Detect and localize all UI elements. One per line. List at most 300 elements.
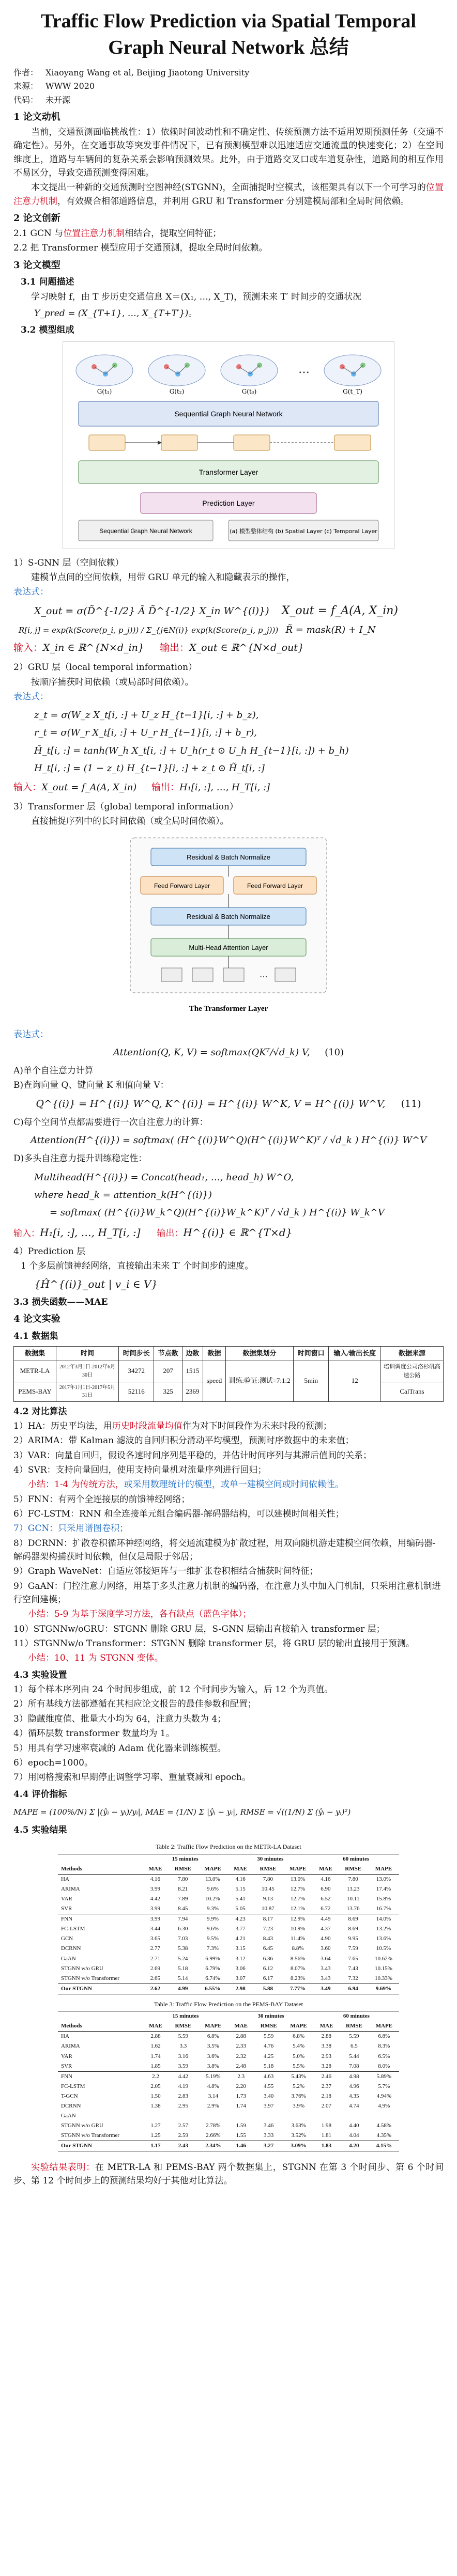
table-cell: 1.74 [150,2053,161,2059]
table-cell: 5.18 [178,1965,188,1972]
dataset-col-header: 数据集划分 [225,1347,293,1361]
table-cell: 3.52% [291,2132,306,2138]
table-cell: 6.55% [197,1984,227,1994]
table-cell: 2.69 [150,1965,160,1972]
loss-heading: 3.3 损失函数——MAE [13,1297,108,1307]
gru-eq-z: z_t = σ(W_z X_t[i, :] + U_z H_{t−1}[i, :] + b_z), [34,710,259,721]
summary-2: 小结：5-9 为基于深度学习方法，各有缺点（蓝色字体）； [28,1609,252,1620]
baseline-4: 4）SVR：支持向量回归，使用支持向量机对流量序列进行回归； [13,1464,267,1475]
svg-text:…: … [260,969,268,979]
meta-value: WWW 2020 [45,81,95,91]
residual-label-top: Residual & Batch Normalize [187,853,270,861]
table-cell: 4.15% [369,2141,399,2151]
table-cell: 207 [154,1361,182,1382]
table-cell: 2.43 [169,2141,198,2151]
table-cell: 4.8% [207,2083,219,2089]
table-cell: 2.88 [321,2033,332,2040]
table-cell: 4.23 [235,1916,246,1923]
table3-horizon: 60 minutes [314,2011,399,2022]
table-cell: 4.96 [349,2083,359,2089]
table-row [58,2101,399,2111]
summary-note: 或采用数理统计的模型，或单一建模空间或时间依赖性。 [124,1479,344,1490]
table-row [58,2071,399,2082]
table-cell: 3.99 [150,1886,160,1893]
table-cell: 16.7% [376,1906,391,1912]
output-eq: X_out ∈ ℝ^{N×d_out} [189,642,304,653]
table-cell: 1.85 [150,2063,161,2069]
table-row [58,1974,399,1984]
qkv-eq-body: Q^{(i)} = H^{(i)} W^Q, K^{(i)} = H^{(i)} W^K, V = H^{(i)} W^V, [36,1098,386,1110]
sgnn-eq-2 [19,623,444,637]
table-cell: 2012年3月1日-2012年6月30日 [56,1361,119,1382]
table-cell: 9.13 [263,1896,273,1902]
table3-caption: Table 3: Traffic Flow Prediction on the PEMS-BAY Dataset [154,2000,303,2008]
table-cell: 13.0% [376,1876,391,1883]
table3-horizon: 15 minutes [143,2011,228,2022]
table-cell: FC-LSTM [61,1926,85,1932]
sgnn-body: 建模节点间的空间依赖，用带 GRU 单元的输入和隐藏表示的操作， [31,572,295,583]
transformer-diagram [84,833,373,1024]
summary-3: 小结：10、11 为 STGNN 变体。 [28,1653,163,1664]
table-cell: 7.59 [348,1945,358,1952]
table-cell: 5.59 [264,2033,274,2040]
table-row [58,1884,399,1894]
table-cell: 2.98 [227,1984,253,1994]
table-cell: 325 [154,1382,182,1401]
table-cell: 4.76 [264,2043,274,2050]
table-cell: 4.42 [178,2073,189,2080]
table-cell: 5.14 [178,1975,188,1981]
table-cell: 10.5% [376,1945,391,1952]
table-cell: 9.3% [206,1906,219,1912]
subsection-4-5: 4.5 实验结果 [13,1825,67,1836]
input-label: 输入： [13,642,43,653]
table-cell: 2.71 [150,1955,160,1962]
table-cell [339,2111,369,2121]
table-cell: 52116 [119,1382,154,1401]
table-cell: 3.99 [150,1916,160,1923]
gru-eq-h: H_t[i, :] = (1 − z_t) H_{t−1}[i, :] + z_t ⊙ H̃_t[i, :] [34,762,265,774]
table-cell: 4.42 [150,1896,160,1902]
table-cell: 3.77 [235,1926,246,1932]
g-label-4: G(t_T) [343,387,362,395]
table-cell: 2.88 [236,2033,246,2040]
table-cell: 3.33 [264,2132,274,2138]
table-cell: 3.99 [150,1906,160,1912]
output-label: 输出： [160,642,190,653]
subsection-3-1: 3.1 问题描述 [21,277,74,288]
table-cell: 6.12 [263,1965,273,1972]
table-row [14,1361,444,1382]
table2-horizon-row [58,1854,399,1865]
setting-4: 4）循环层数 transformer 数量均为 1。 [13,1728,175,1739]
table-cell: 3.8% [207,2063,219,2069]
table-cell: 7.23 [263,1926,273,1932]
table-cell: 2.32 [236,2053,246,2059]
table-cell: 12.7% [290,1896,306,1902]
mha-label: Multi-Head Attention Layer [189,943,268,951]
baseline-text: 1）HA：历史平均法，用 [13,1420,112,1431]
attention-equation [13,1045,444,1060]
output-label: 输出： [157,1228,184,1239]
table-cell: 4.74 [349,2102,359,2109]
table-cell: VAR [61,1896,72,1902]
ellipsis-glyph: … [298,363,310,376]
table-cell: 4.58% [376,2122,392,2129]
transformer-layer-label: Transformer Layer [199,467,258,476]
dataset-col-header: 数据来源 [381,1347,444,1361]
table-cell: 6.36 [263,1955,273,1962]
table-cell: 11.4% [291,1935,306,1942]
table-cell: 9.69% [368,1984,399,1994]
transformer-expr-label: 表达式： [13,1029,49,1040]
multihead-eq-2: where head_k = attention_k(H^{(i)}) [34,1189,212,1200]
table-cell: 6.30 [178,1926,188,1932]
table-cell: 5.44 [349,2053,359,2059]
table-cell: Our STGNN [58,2141,143,2151]
table-row [58,1964,399,1974]
table-cell: 3.3 [179,2043,187,2050]
para2-suffix: ，有效聚合相邻道路信息，并利用 GRU 和 Transformer 分别建模局部和全局时间依赖。 [57,196,409,207]
table-cell: 3.59 [178,2063,189,2069]
column-header: MAPE [283,2021,313,2032]
column-header: MAPE [198,2021,228,2032]
table-cell: 2.34% [198,2141,228,2151]
gru-io [13,780,444,795]
table-cell: HA [61,1876,69,1883]
table-cell: 4.37 [321,1926,331,1932]
table-cell: 5.24 [178,1955,188,1962]
meta-source [13,80,444,93]
table-cell: 13.2% [376,1926,391,1932]
subsection-4-3: 4.3 实验设置 [13,1669,67,1680]
column-header: RMSE [169,2021,198,2032]
table-cell: 2.59 [178,2132,189,2138]
table-row [58,1924,399,1934]
summary-highlight: 小结：1-4 为传统方法， [28,1479,124,1490]
table-cell: 3.43 [321,1965,331,1972]
table-cell: 7.89 [178,1896,188,1902]
table-cell: 5.19% [206,2073,221,2080]
multihead-eq-1: Multihead(H^{(i)}) = Concat(head₁, …, head_h) W^O, [34,1172,294,1183]
output-eq: H^{(i)} ∈ ℝ^{T×d} [183,1226,293,1239]
column-header: MAPE [369,2021,399,2032]
architecture-diagram [63,342,394,549]
table-cell: 1.46 [228,2141,253,2151]
gru-equations [34,707,444,777]
table-cell: 2.77 [150,1945,160,1952]
table-cell: 7.80 [263,1876,273,1883]
table-cell: 3.38 [321,2043,332,2050]
setting-1: 1）每个样本序列由 24 个时间步组成，前 12 个时间步为输入，后 12 个为真值。 [13,1684,333,1695]
table-cell: 8.8% [292,1945,304,1952]
table-cell: 5.15 [235,1886,246,1893]
table-cell: 4.94% [376,2093,392,2099]
table-cell: 12.1% [290,1906,306,1912]
setting-6: 6）epoch=1000。 [13,1757,93,1768]
table-cell: 6.5% [378,2053,390,2059]
conclusion-para [13,2161,444,2188]
table-cell: 8.23% [290,1975,306,1981]
table-cell: 2.57 [178,2122,189,2129]
sub-sgnn-label: Sequential Graph Neural Network [99,527,192,535]
table-cell: 3.43 [321,1975,331,1981]
table-cell: 3.60 [321,1945,331,1952]
prediction-body: 1 个多层前馈神经网络，直接输出未来 T′ 个时间步的速度。 [21,1261,254,1272]
table-cell: 1.81 [321,2132,332,2138]
table-cell: 3.28 [321,2063,332,2069]
table-cell: 8.56% [290,1955,306,1962]
table-cell: 2.07 [321,2102,332,2109]
table-cell [283,2111,313,2121]
column-header: RMSE [253,1864,283,1875]
table-cell: 4.16 [235,1876,246,1883]
table-cell: 8.69 [348,1926,358,1932]
table-cell: 3.9% [293,2102,304,2109]
dataset-header-row [14,1347,444,1361]
table-cell: 8.45 [178,1906,188,1912]
subsection-3-2: 3.2 模型组成 [21,325,74,336]
table-row [58,2041,399,2051]
graph-snapshot-1 [76,355,133,386]
table-cell: 3.63% [291,2122,306,2129]
table-cell: 1.74 [236,2102,246,2109]
table-cell: SVR [61,1906,72,1912]
multihead-equations [34,1169,444,1222]
table-cell: 2.88 [150,2033,161,2040]
table-cell: 5.5% [293,2063,304,2069]
sgnn-eq-1 [34,602,444,620]
table-cell [254,2111,283,2121]
table-cell: 2.3 [237,2073,245,2080]
table3-body [58,2032,399,2151]
table-cell: 3.49 [313,1984,338,1994]
table-cell: 14.0% [376,1916,391,1923]
innovation-2: 2.2 把 Transformer 模型应用于交通预测，提取全局时间依赖。 [13,243,268,254]
table-cell: 3.64 [321,1955,331,1962]
table-cell: 1.98 [321,2122,332,2129]
table-cell: 4.98 [349,2073,359,2080]
step-c: C)每个空间节点都需要进行一次自注意力的计算： [13,1117,208,1128]
table-row [58,2121,399,2131]
table-cell: METR-LA [14,1361,56,1382]
table-cell: 5.43% [291,2073,306,2080]
table-cell: 5.59 [178,2033,189,2040]
table-cell: 5.88 [253,1984,283,1994]
transformer-io [13,1225,444,1241]
column-header: RMSE [254,2021,283,2032]
table-cell: 8.69 [348,1916,358,1923]
table-cell: FNN [61,2073,73,2080]
conclusion-body: 在 METR-LA 和 PEMS-BAY 两个数据集上，STGNN 在第 3 个时间步、第 6 个时间步、第 12 个时间步上的预测结果均好于其他对比算法。 [13,2162,444,2187]
table-cell: 5.4% [293,2043,304,2050]
dataset-col-header: 边数 [182,1347,203,1361]
table-row [58,1954,399,1964]
table-cell: VAR [61,2053,72,2059]
table-row [58,1914,399,1925]
table3 [58,2011,399,2151]
table-cell: 4.49 [321,1916,331,1923]
table-cell: 3.16 [178,2053,189,2059]
column-header: Methods [58,2021,143,2032]
column-header: MAE [228,2021,253,2032]
input-eq: X_in ∈ ℝ^{N×d_in} [43,642,144,653]
table-row [58,1934,399,1944]
table-cell: 5.2% [293,2083,304,2089]
table-cell: 7.03 [178,1935,188,1942]
gru-title: 2）GRU 层（local temporal information） [13,662,197,673]
table-cell: 34272 [119,1361,154,1382]
table-cell: Our STGNN [58,1984,143,1994]
table-cell: STGNN w/o Transformer [61,2132,120,2138]
setting-3: 3）隐藏维度值、批量大小均为 64，注意力头数为 4； [13,1713,226,1724]
sgnn-eq-left: X_out = σ(D̃^{-1/2} Ã D̃^{-1/2} X_in W^{(l)}) [34,605,269,617]
table-row [58,2131,399,2141]
table-cell: 5.18 [264,2063,274,2069]
table-cell [198,2111,228,2121]
table-cell: 1.25 [150,2132,161,2138]
input-label: 输入： [13,1228,40,1239]
baseline-8: 8）DCRNN：扩散卷积循环神经网络，将交通流建模为扩散过程，用双向随机游走建模空间依赖，用编码器-解码器架构捕获时间依赖，但仅是局限于邻居； [13,1538,436,1563]
table-cell: 12 [329,1361,381,1401]
gru-eq-htilde: H̃_t[i, :] = tanh(W_h X_t[i, :] + U_h(r_t ⊙ U_h H_{t−1}[i, :]) + b_h) [34,745,349,756]
node-attention-equation: Attention(H^{(i)}) = softmax( (H^{(i)}W^Q)(H^{(i)}W^K)ᵀ / √d_k ) H^{(i)} W^V [30,1135,427,1146]
attention-weight-eq: R[i, j] = exp(k(Score(p_i, p_j))) / Σ_{j∈N(i)} exp(k(Score(p_i, p_j))) [19,625,279,635]
table-cell: 2.62 [143,1984,168,1994]
table-cell: 4.16 [321,1876,331,1883]
graph-snapshot-2 [148,355,205,386]
gru-eq-r: r_t = σ(W_r X_t[i, :] + U_r H_{t−1}[i, :] + b_r), [34,727,257,739]
g-label-3: G(t₃) [241,387,257,395]
attention-eq-body: Attention(Q, K, V) = softmax(QKᵀ/√d_k) V, [113,1047,310,1058]
table-cell: 7.65 [348,1955,358,1962]
table-cell: CalTrans [381,1382,444,1401]
equation-number: (11) [401,1098,421,1110]
table-cell: 2.37 [321,2083,332,2089]
table-cell: 2.93 [321,2053,332,2059]
table-cell: 培训调度公司洛杉矶高速公路 [381,1361,444,1382]
table-cell [228,2111,253,2121]
table3-blank [58,2011,143,2022]
table-cell: 7.08 [349,2063,359,2069]
section-1-para2 [13,181,444,208]
table-cell: 6.8% [378,2033,390,2040]
dataset-col-header: 数据 [203,1347,225,1361]
table-cell: 1.38 [150,2102,161,2109]
dataset-col-header: 节点数 [154,1347,182,1361]
column-header: RMSE [339,2021,369,2032]
table-cell: 6.52 [321,1896,331,1902]
prediction-layer-label: Prediction Layer [202,498,255,507]
output-label: 输出： [151,782,179,793]
input-eq: X_out = f_A(A, X_in) [41,782,137,793]
table-cell: 3.12 [235,1955,246,1962]
dataset-col-header: 时间窗口 [293,1347,328,1361]
input-eq: H₁[i, :], …, H_T[i, :] [40,1226,141,1239]
table-cell: 8.43 [263,1935,273,1942]
table-row [58,2111,399,2121]
baseline-highlight: 历史时段流量均值 [112,1420,182,1431]
table-cell: 4.35 [349,2093,359,2099]
table-cell: 3.5% [207,2043,219,2050]
table-cell: DCRNN [61,1945,81,1952]
table-row [58,1875,399,1885]
table2-caption: Table 2: Traffic Flow Prediction on the METR-LA Dataset [156,1843,301,1851]
table-cell: 3.44 [150,1926,160,1932]
table-cell: 2.05 [150,2083,161,2089]
table-cell: 3.76% [291,2093,306,2099]
prediction-title: 4）Prediction 层 [13,1246,86,1257]
table-cell: 5.05 [235,1906,246,1912]
column-header: MAPE [283,1864,313,1875]
table-cell: 5.59 [349,2033,359,2040]
table-cell: 1.73 [236,2093,246,2099]
table-cell: 2.48 [236,2063,246,2069]
table-cell: 1515 [182,1361,203,1382]
meta-block [13,67,444,107]
baseline-11: 11）STGNNw/o Transformer：STGNN 删除 transformer 层，将 GRU 层的输出直接用于预测。 [13,1638,415,1649]
table-cell: 6.90 [321,1886,331,1893]
table-cell: 10.9% [290,1926,306,1932]
table-cell: 4.20 [339,2141,369,2151]
dataset-col-header: 时间 [56,1347,119,1361]
table3-horizon-row [58,2011,399,2022]
table-cell: 1.27 [150,2122,161,2129]
innovation-1-suffix: 相结合，提取空间特征； [125,228,222,239]
table-cell: 2.65 [150,1975,160,1981]
column-header: MAE [143,2021,168,2032]
table-cell [169,2111,198,2121]
ffn-label-1: Feed Forward Layer [154,882,210,889]
table-row [58,1944,399,1954]
table-cell: 10.15% [374,1965,392,1972]
setting-2: 2）所有基线方法都遵循在其相应论文报告的最佳参数和配置； [13,1699,256,1710]
table-cell: 2.9% [207,2102,219,2109]
baseline-1 [13,1419,444,1433]
table-cell: 8.3% [378,2043,390,2050]
table-cell: 9.95 [348,1935,358,1942]
table-cell: 6.74% [205,1975,220,1981]
table-cell: 2.20 [236,2083,246,2089]
sgnn-layer-label: Sequential Graph Neural Network [174,409,283,418]
table-cell: 1.17 [143,2141,168,2151]
sgnn-expr-label: 表达式： [13,587,49,598]
table-cell: 3.46 [264,2122,274,2129]
table-cell: 6.8% [293,2033,304,2040]
table-row [58,1904,399,1914]
section-4-heading: 4 论文实验 [13,1314,60,1325]
table-cell: 6.5 [351,2043,358,2050]
column-header: RMSE [339,1864,368,1875]
table-cell: 4.21 [235,1935,246,1942]
table-cell: 4.55 [264,2083,274,2089]
table-cell: 5.7% [378,2083,390,2089]
table-row [58,2091,399,2101]
table2-horizon: 30 minutes [227,1854,313,1865]
sgnn-title: 1）S-GNN 层（空间依赖） [13,557,124,568]
table-cell: 13.0% [290,1876,306,1883]
meta-key: 作者： [13,67,39,77]
baseline-text: 作为对下时间段作为未来时段的预测； [182,1420,332,1431]
table-cell: 13.6% [376,1935,391,1942]
meta-code [13,94,444,107]
table-cell: GaAN [61,1955,76,1962]
table-cell: 4.04 [349,2132,359,2138]
ffn-label-2: Feed Forward Layer [247,882,303,889]
table-cell: 6.99% [205,1955,220,1962]
table-cell: 3.06 [235,1965,246,1972]
table-cell: 4.99 [168,1984,197,1994]
